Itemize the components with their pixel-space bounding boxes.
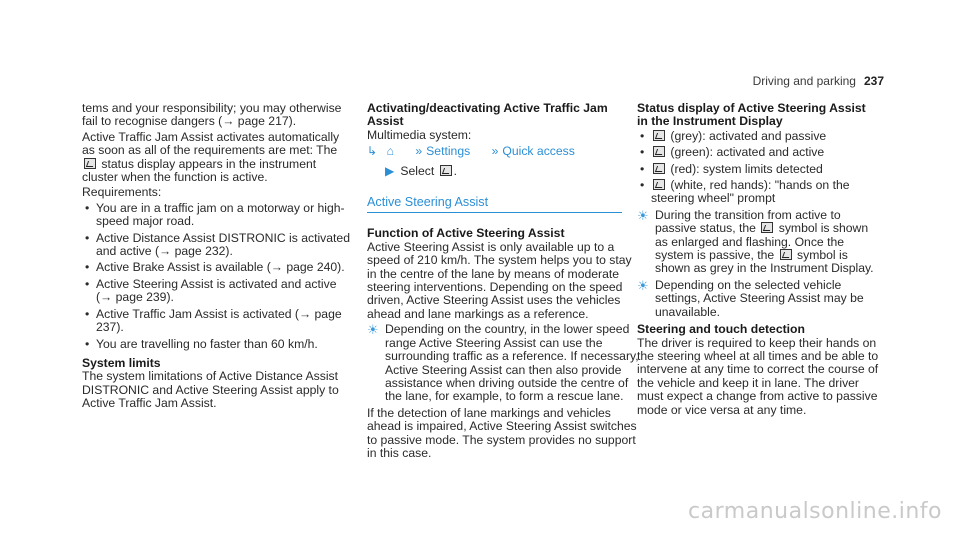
note-text: Depending on the country, in the lower speed range Active Steering Assist can use the surrounding traffic as a reference. If necessary, Active Steering Assist can then also provide assistance when driving outside the centre of the lane, for example, to form a rescue lane.	[385, 322, 639, 404]
chevron-right-icon: »	[491, 144, 499, 159]
page-number: 237	[863, 74, 884, 88]
note-settings	[637, 279, 879, 319]
status-list	[637, 130, 879, 206]
action-triangle-icon: ▶	[385, 163, 395, 178]
note-text: symbol is shown as grey in the Instrument Display.	[655, 248, 874, 276]
info-icon: ☀	[637, 207, 649, 223]
list-item	[637, 130, 879, 143]
list-item	[637, 179, 879, 206]
list-item: • Active Brake Assist is available (→ page 240).	[82, 261, 354, 274]
list-item: • Active Distance Assist DISTRONIC is activated and active (→ page 232).	[82, 232, 354, 259]
function-text: Active Steering Assist is only available up to a speed of 210 km/h. The system helps you to stay in the centre of the lane by means of moderate steering interventions. Depending on the speed driven, Active Steering Assist uses the vehicles ahead and lane markings as a reference.	[367, 239, 632, 321]
steering-assist-icon	[780, 249, 792, 260]
note-text: symbol is shown as enlarged and flashing. Once the system is passive, the	[655, 221, 869, 263]
touch-detection-text: The driver is required to keep their hands on the steering wheel at all times and be able to intervene at any time to correct the course of the vehicle and keep it in lane. The driver must expect a change from active to passive mode or vice versa at any time.	[637, 335, 879, 417]
home-icon[interactable]: ⌂	[386, 144, 394, 159]
menu-path	[367, 145, 639, 158]
select-label: Select	[400, 163, 435, 178]
paragraph-responsibility: tems and your responsibility; you may otherwise fail to recognise dangers (→ page 217).	[82, 101, 342, 129]
menu-settings[interactable]: Settings	[426, 144, 471, 159]
list-item	[637, 146, 879, 159]
select-line: ▶ Select .	[385, 163, 458, 178]
list-item: • Active Traffic Jam Assist is activated (→ page 237).	[82, 308, 354, 335]
requirements-list	[82, 202, 354, 351]
chevron-right-icon: »	[415, 144, 423, 159]
page-header	[753, 75, 884, 88]
list-item: • You are in a traffic jam on a motorway or high-speed major road.	[82, 202, 354, 229]
steering-assist-icon	[653, 146, 665, 157]
header-section: Driving and parking	[752, 74, 856, 88]
menu-quick-access[interactable]: Quick access	[502, 144, 575, 159]
heading-system-limits: System limits	[82, 355, 161, 370]
paragraph-activation	[82, 131, 354, 185]
watermark: carmanualsonline.info	[688, 499, 942, 524]
system-label: Multimedia system:	[367, 127, 472, 142]
return-arrow-icon: ↳	[367, 144, 378, 159]
steering-assist-icon	[84, 158, 96, 169]
list-item	[637, 163, 879, 176]
heading-activating: Activating/deactivating Active Traffic Jam Assist	[367, 101, 608, 129]
requirements-label: Requirements:	[82, 185, 162, 200]
column-1	[82, 102, 354, 413]
steering-assist-icon	[653, 163, 665, 174]
status-text: (white, red hands): "hands on the steering wheel" prompt	[651, 178, 850, 206]
info-icon: ☀	[367, 322, 379, 338]
heading-function: Function of Active Steering Assist	[367, 226, 565, 241]
heading-status-display: Status display of Active Steering Assist in the Instrument Display	[637, 101, 866, 129]
note-text: During the transition from active to passive status, the	[655, 207, 841, 236]
column-3	[637, 102, 879, 419]
activation-text: Active Traffic Jam Assist activates automatically as soon as all of the requirements are met: The	[82, 129, 340, 158]
status-text: (red): system limits detected	[670, 161, 823, 176]
heading-touch-detection: Steering and touch detection	[637, 322, 805, 337]
note-transition	[637, 209, 879, 276]
activation-text-2: status display appears in the instrument cluster when the function is active.	[82, 156, 317, 185]
status-text: (green): activated and active	[670, 145, 825, 160]
list-item: • You are travelling no faster than 60 km/h.	[82, 338, 354, 351]
section-title: Active Steering Assist	[367, 196, 622, 213]
info-icon: ☀	[637, 277, 649, 293]
note-text: Depending on the selected vehicle settings, Active Steering Assist may be unavailable.	[655, 277, 864, 319]
column-2	[367, 102, 639, 462]
list-item: • Active Steering Assist is activated and active (→ page 239).	[82, 278, 354, 305]
status-text: (grey): activated and passive	[670, 128, 827, 143]
note-country	[367, 323, 639, 403]
steering-assist-icon	[653, 130, 665, 141]
detection-text: If the detection of lane markings and vehicles ahead is impaired, Active Steering Assist switches to passive mode. The system provides no support in this case.	[367, 405, 637, 460]
system-limits-text: The system limitations of Active Distance Assist DISTRONIC and Active Steering Assist apply to Active Traffic Jam Assist.	[82, 369, 339, 411]
steering-assist-icon	[653, 179, 665, 190]
steering-assist-icon[interactable]	[440, 165, 452, 176]
steering-assist-icon	[761, 222, 773, 233]
